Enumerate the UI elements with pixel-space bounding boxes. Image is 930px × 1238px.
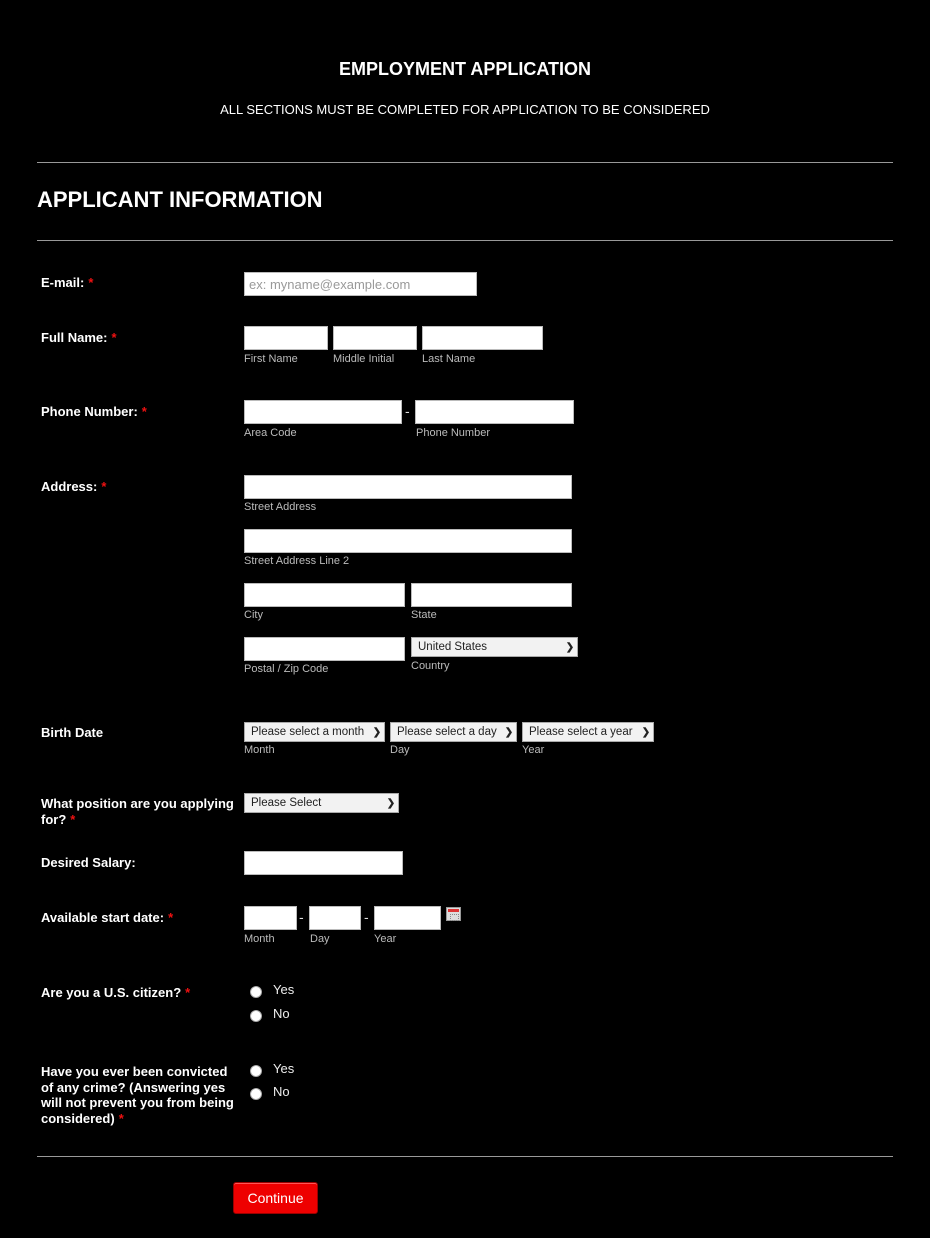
middle-initial-input[interactable]	[333, 326, 417, 350]
section-title: APPLICANT INFORMATION	[37, 187, 323, 212]
country-selected-value: United States	[418, 641, 488, 653]
continue-button[interactable]: Continue	[233, 1182, 318, 1214]
start-year-sublabel: Year	[374, 933, 397, 945]
birth-month-select[interactable]	[244, 722, 385, 742]
phone-separator: -	[405, 403, 410, 419]
street-address-sublabel: Street Address	[244, 501, 317, 513]
start-month-input[interactable]	[244, 906, 297, 930]
street-address-line2-input[interactable]	[244, 529, 572, 553]
page-subtitle: ALL SECTIONS MUST BE COMPLETED FOR APPLICATION TO BE CONSIDERED	[220, 102, 710, 117]
address-label: Address: *	[41, 479, 107, 494]
chevron-down-icon: ❯	[372, 726, 382, 738]
divider	[37, 240, 893, 241]
date-separator: -	[364, 909, 369, 925]
birth-day-sublabel: Day	[390, 744, 410, 756]
citizen-no-radio[interactable]	[250, 1010, 262, 1022]
start-year-input[interactable]	[374, 906, 441, 930]
chevron-down-icon: ❯	[504, 726, 514, 738]
citizen-yes-radio[interactable]	[250, 986, 262, 998]
convicted-label: Have you ever been convicted of any crime? (Answering yes will not prevent you from being considered) *	[41, 1064, 234, 1126]
divider	[37, 1156, 893, 1157]
state-input[interactable]	[411, 583, 572, 607]
convicted-no-label[interactable]: No	[273, 1084, 290, 1099]
phone-label: Phone Number: *	[41, 404, 147, 419]
date-separator: -	[299, 909, 304, 925]
first-name-input[interactable]	[244, 326, 328, 350]
birth-day-value: Please select a day	[397, 726, 497, 738]
state-sublabel: State	[411, 609, 437, 621]
birth-year-sublabel: Year	[522, 744, 545, 756]
first-name-sublabel: First Name	[244, 353, 298, 365]
zip-code-sublabel: Postal / Zip Code	[244, 663, 329, 675]
citizen-yes-label[interactable]: Yes	[273, 982, 295, 997]
area-code-input[interactable]	[244, 400, 402, 424]
start-month-sublabel: Month	[244, 933, 275, 945]
salary-input[interactable]	[244, 851, 403, 875]
convicted-yes-label[interactable]: Yes	[273, 1061, 295, 1076]
phone-number-input[interactable]	[415, 400, 574, 424]
full-name-label: Full Name: *	[41, 330, 117, 345]
start-date-label: Available start date: *	[41, 910, 174, 925]
birth-year-value: Please select a year	[529, 726, 633, 738]
convicted-yes-radio[interactable]	[250, 1065, 262, 1077]
chevron-down-icon: ❯	[641, 726, 651, 738]
convicted-no-radio[interactable]	[250, 1088, 262, 1100]
birth-date-label: Birth Date	[41, 725, 104, 740]
position-label: What position are you applying for? *	[41, 796, 234, 827]
middle-initial-sublabel: Middle Initial	[333, 353, 395, 365]
city-sublabel: City	[244, 609, 263, 621]
zip-code-input[interactable]	[244, 637, 405, 661]
start-day-sublabel: Day	[310, 933, 330, 945]
position-selected-value: Please Select	[251, 797, 322, 809]
street-address-input[interactable]	[244, 475, 572, 499]
calendar-icon[interactable]	[446, 907, 461, 921]
start-day-input[interactable]	[309, 906, 361, 930]
citizen-label: Are you a U.S. citizen? *	[41, 985, 191, 1000]
birth-day-select[interactable]	[390, 722, 517, 742]
phone-number-sublabel: Phone Number	[416, 427, 490, 439]
chevron-down-icon: ❯	[386, 797, 396, 809]
citizen-no-label[interactable]: No	[273, 1006, 290, 1021]
divider	[37, 162, 893, 163]
birth-month-value: Please select a month	[251, 726, 365, 738]
birth-month-sublabel: Month	[244, 744, 275, 756]
chevron-down-icon: ❯	[565, 641, 575, 653]
position-select[interactable]	[244, 793, 399, 813]
page-title: EMPLOYMENT APPLICATION	[339, 59, 591, 79]
country-select[interactable]	[411, 637, 578, 657]
last-name-sublabel: Last Name	[422, 353, 476, 365]
salary-label: Desired Salary:	[41, 855, 136, 870]
street-address-line2-sublabel: Street Address Line 2	[244, 555, 350, 567]
country-sublabel: Country	[411, 660, 450, 672]
last-name-input[interactable]	[422, 326, 543, 350]
area-code-sublabel: Area Code	[244, 427, 297, 439]
email-label: E-mail: *	[41, 275, 94, 290]
email-input[interactable]	[244, 272, 477, 296]
birth-year-select[interactable]	[522, 722, 654, 742]
city-input[interactable]	[244, 583, 405, 607]
